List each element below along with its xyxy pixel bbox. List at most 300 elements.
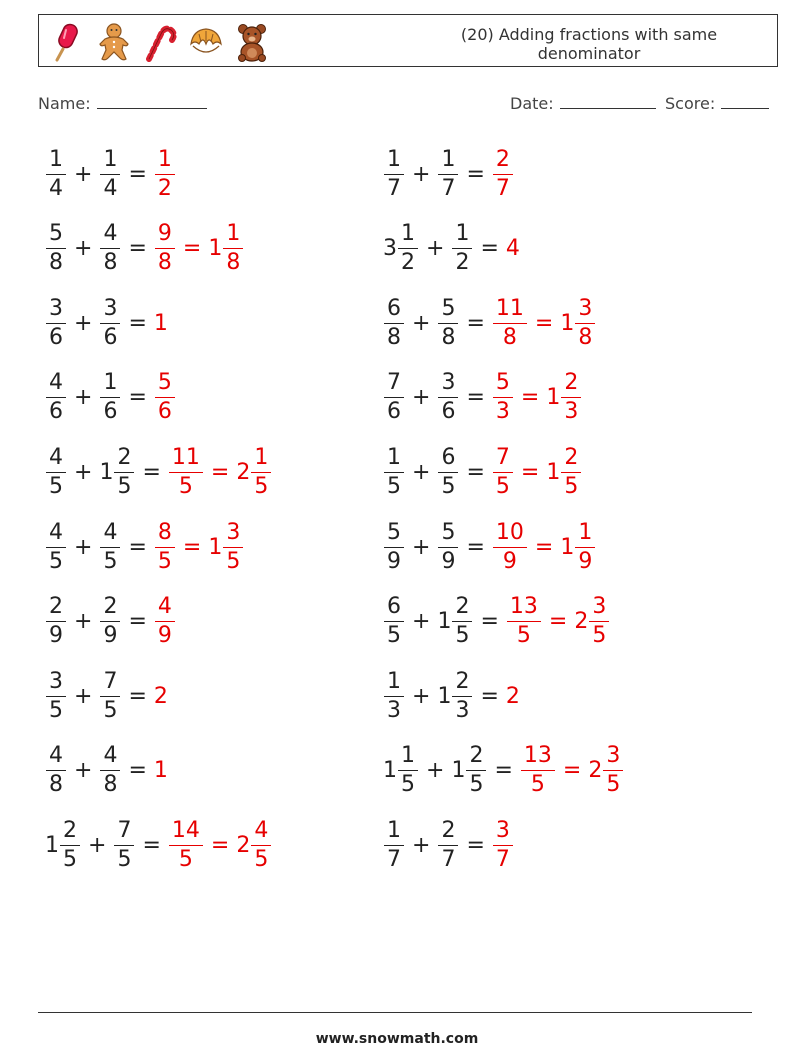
answer-value bbox=[492, 146, 514, 201]
answer-equals-sign: = bbox=[548, 609, 568, 635]
denominator: 5 bbox=[103, 548, 118, 574]
answer-value-fraction bbox=[223, 519, 243, 574]
denominator: 7 bbox=[495, 846, 510, 872]
plus-sign: + bbox=[412, 161, 431, 187]
fraction-bar bbox=[46, 248, 66, 249]
numerator: 7 bbox=[103, 668, 118, 694]
addend-b bbox=[437, 817, 459, 872]
numerator: 4 bbox=[49, 370, 63, 396]
fraction-bar bbox=[493, 547, 527, 548]
denominator: 8 bbox=[441, 324, 456, 350]
answer-value bbox=[236, 444, 272, 499]
problem-item bbox=[383, 515, 596, 579]
answer-value-whole: 1 bbox=[153, 310, 168, 336]
numerator: 13 bbox=[523, 743, 552, 769]
denominator: 7 bbox=[495, 175, 510, 201]
addend-a bbox=[383, 295, 405, 350]
score-label: Score: bbox=[665, 94, 716, 113]
addend-a bbox=[45, 223, 67, 274]
problem-item bbox=[383, 813, 514, 877]
numerator: 4 bbox=[49, 743, 63, 769]
answer-value bbox=[154, 596, 176, 647]
answer-value-whole: 1 bbox=[208, 534, 223, 560]
plus-sign: + bbox=[74, 385, 93, 411]
denominator: 5 bbox=[516, 623, 531, 649]
addend-a-fraction bbox=[46, 223, 66, 274]
numerator: 2 bbox=[455, 668, 470, 694]
equals-sign: = bbox=[480, 236, 499, 262]
addend-a bbox=[383, 519, 405, 574]
fraction-bar bbox=[384, 397, 404, 398]
fraction-bar bbox=[452, 621, 472, 622]
addend-a bbox=[45, 596, 67, 647]
numerator: 2 bbox=[564, 444, 579, 470]
denominator: 2 bbox=[157, 175, 172, 201]
denominator: 5 bbox=[254, 846, 269, 872]
addend-b bbox=[99, 372, 121, 423]
answer-value bbox=[546, 372, 582, 423]
answer-equals-sign: = bbox=[210, 832, 230, 858]
answer-value-fraction bbox=[251, 817, 271, 872]
fraction-bar bbox=[114, 472, 134, 473]
denominator: 5 bbox=[564, 473, 579, 499]
problem-item bbox=[45, 217, 244, 281]
numerator: 3 bbox=[592, 594, 607, 620]
equals-sign: = bbox=[480, 609, 499, 635]
addend-b-fraction bbox=[438, 295, 458, 350]
equals-sign: = bbox=[466, 385, 485, 411]
addend-a-whole: 1 bbox=[383, 758, 397, 784]
answer-value bbox=[506, 236, 520, 261]
problem-item bbox=[45, 291, 168, 355]
plus-sign: + bbox=[74, 609, 93, 635]
date-label: Date: bbox=[510, 94, 554, 113]
fraction-bar bbox=[46, 696, 66, 697]
numerator: 5 bbox=[157, 370, 172, 396]
numerator: 1 bbox=[387, 817, 401, 843]
numerator: 4 bbox=[157, 594, 172, 620]
equals-sign: = bbox=[466, 534, 485, 560]
answer-value-fraction bbox=[493, 372, 513, 423]
denominator: 8 bbox=[49, 772, 63, 798]
addend-b bbox=[437, 596, 473, 647]
denominator: 7 bbox=[387, 175, 401, 201]
answer-value bbox=[588, 745, 624, 796]
denominator: 5 bbox=[157, 548, 172, 574]
fraction-bar bbox=[169, 472, 203, 473]
addend-a-fraction bbox=[60, 817, 80, 872]
numerator: 5 bbox=[387, 519, 401, 545]
denominator: 6 bbox=[103, 324, 118, 350]
fraction-bar bbox=[493, 472, 513, 473]
equals-sign: = bbox=[128, 161, 147, 187]
answer-value-whole: 1 bbox=[560, 534, 575, 560]
answer bbox=[492, 146, 514, 201]
denominator: 5 bbox=[117, 473, 132, 499]
denominator: 5 bbox=[530, 772, 545, 798]
fraction-bar bbox=[60, 845, 80, 846]
addend-a-fraction bbox=[384, 668, 404, 723]
fraction-bar bbox=[100, 323, 120, 324]
addend-a-fraction bbox=[384, 519, 404, 574]
problem-item bbox=[45, 142, 176, 206]
fraction-bar bbox=[438, 174, 458, 175]
denominator: 8 bbox=[103, 772, 118, 798]
croissant-icon bbox=[187, 22, 225, 62]
addend-b bbox=[99, 223, 121, 274]
addend-b-fraction bbox=[438, 146, 458, 201]
denominator: 9 bbox=[157, 623, 172, 649]
denominator: 3 bbox=[564, 399, 579, 425]
numerator: 5 bbox=[495, 370, 510, 396]
addend-b bbox=[437, 146, 459, 201]
addend-b bbox=[451, 223, 473, 274]
denominator: 7 bbox=[441, 846, 456, 872]
fraction-bar bbox=[438, 397, 458, 398]
denominator: 5 bbox=[178, 473, 193, 499]
numerator: 1 bbox=[387, 668, 401, 694]
addend-b-fraction bbox=[114, 444, 134, 499]
answer-value bbox=[492, 444, 514, 499]
answer bbox=[154, 519, 244, 574]
plus-sign: + bbox=[412, 385, 431, 411]
fraction-bar bbox=[100, 621, 120, 622]
fraction-bar bbox=[452, 248, 472, 249]
candy-cane-icon bbox=[141, 22, 179, 62]
numerator: 3 bbox=[578, 295, 593, 321]
fraction-bar bbox=[100, 696, 120, 697]
addend-b-fraction bbox=[452, 223, 472, 274]
answer-equals-sign: = bbox=[562, 758, 582, 784]
answer-value bbox=[560, 295, 596, 350]
answer-value bbox=[168, 444, 204, 499]
addend-b bbox=[99, 596, 121, 647]
addend-a bbox=[383, 146, 405, 201]
answer-value bbox=[546, 444, 582, 499]
answer-value-whole: 2 bbox=[505, 683, 520, 709]
denominator: 5 bbox=[387, 623, 401, 649]
addend-a bbox=[45, 519, 67, 574]
answer-value bbox=[492, 372, 514, 423]
answer bbox=[492, 817, 514, 872]
plus-sign: + bbox=[412, 459, 431, 485]
denominator: 5 bbox=[592, 623, 607, 649]
numerator: 2 bbox=[103, 594, 118, 620]
popsicle-icon bbox=[49, 22, 87, 62]
addend-a bbox=[45, 146, 67, 201]
denominator: 8 bbox=[157, 250, 172, 276]
answer bbox=[492, 295, 596, 350]
answer-value-fraction bbox=[493, 444, 513, 499]
addend-a bbox=[383, 223, 419, 274]
denominator: 8 bbox=[103, 250, 118, 276]
addend-a-fraction bbox=[384, 295, 404, 350]
denominator: 6 bbox=[387, 399, 401, 425]
numerator: 10 bbox=[495, 519, 524, 545]
plus-sign: + bbox=[88, 832, 107, 858]
fraction-bar bbox=[114, 845, 134, 846]
numerator: 1 bbox=[103, 146, 118, 172]
plus-sign: + bbox=[74, 683, 93, 709]
plus-sign: + bbox=[412, 310, 431, 336]
numerator: 4 bbox=[103, 743, 118, 769]
addend-b bbox=[99, 668, 121, 723]
denominator: 3 bbox=[387, 697, 401, 723]
fraction-bar bbox=[100, 547, 120, 548]
answer bbox=[506, 684, 520, 709]
plus-sign: + bbox=[74, 459, 93, 485]
addend-b bbox=[113, 817, 135, 872]
equals-sign: = bbox=[128, 310, 147, 336]
addend-b-whole: 1 bbox=[451, 758, 466, 784]
answer-value-whole: 1 bbox=[153, 758, 168, 784]
fraction-bar bbox=[46, 770, 66, 771]
answer bbox=[520, 745, 624, 796]
numerator: 1 bbox=[387, 146, 401, 172]
fraction-bar bbox=[46, 174, 66, 175]
answer-value-whole: 2 bbox=[153, 683, 168, 709]
addend-a-fraction bbox=[398, 745, 418, 796]
date-blank[interactable] bbox=[560, 92, 656, 109]
gingerbread-man-icon bbox=[95, 22, 133, 62]
fraction-bar bbox=[466, 770, 486, 771]
answer bbox=[154, 758, 168, 783]
numerator: 7 bbox=[387, 370, 401, 396]
addend-b bbox=[437, 444, 459, 499]
addend-a-fraction bbox=[46, 372, 66, 423]
addend-b bbox=[99, 519, 121, 574]
addend-b bbox=[437, 372, 459, 423]
plus-sign: + bbox=[426, 758, 445, 784]
answer-value-fraction bbox=[493, 519, 527, 574]
numerator: 2 bbox=[117, 444, 132, 470]
denominator: 9 bbox=[441, 548, 456, 574]
addend-a-fraction bbox=[46, 295, 66, 350]
answer bbox=[154, 311, 168, 336]
score-blank[interactable] bbox=[721, 92, 769, 109]
addend-a-fraction bbox=[384, 372, 404, 423]
equals-sign: = bbox=[494, 758, 513, 784]
plus-sign: + bbox=[74, 236, 93, 262]
addend-b bbox=[99, 295, 121, 350]
numerator: 6 bbox=[387, 594, 401, 620]
answer-value-fraction bbox=[155, 519, 175, 574]
answer-value-fraction bbox=[575, 519, 595, 574]
numerator: 7 bbox=[495, 444, 510, 470]
addend-b-fraction bbox=[100, 519, 120, 574]
worksheet-header bbox=[38, 14, 778, 67]
fraction-bar bbox=[493, 174, 513, 175]
denominator: 5 bbox=[49, 697, 63, 723]
name-field[interactable] bbox=[38, 92, 207, 113]
addend-a-fraction bbox=[384, 444, 404, 499]
fraction-bar bbox=[384, 845, 404, 846]
numerator: 9 bbox=[157, 221, 172, 247]
fraction-bar bbox=[155, 547, 175, 548]
equals-sign: = bbox=[142, 459, 161, 485]
problem-item bbox=[45, 813, 272, 877]
numerator: 11 bbox=[495, 295, 524, 321]
denominator: 9 bbox=[578, 548, 593, 574]
fraction-bar bbox=[223, 547, 243, 548]
answer-value-fraction bbox=[603, 745, 623, 796]
answer-value-fraction bbox=[493, 295, 527, 350]
plus-sign: + bbox=[74, 310, 93, 336]
addend-b-fraction bbox=[114, 817, 134, 872]
answer-value bbox=[236, 817, 272, 872]
numerator: 6 bbox=[441, 444, 456, 470]
addend-b bbox=[437, 668, 473, 723]
fraction-bar bbox=[155, 174, 175, 175]
answer-value bbox=[492, 295, 528, 350]
denominator: 5 bbox=[606, 772, 621, 798]
header-icons bbox=[49, 22, 271, 62]
denominator: 8 bbox=[226, 250, 241, 276]
denominator: 2 bbox=[455, 250, 470, 276]
answer-value bbox=[520, 745, 556, 796]
denominator: 5 bbox=[178, 846, 193, 872]
fraction-bar bbox=[251, 472, 271, 473]
denominator: 9 bbox=[502, 548, 517, 574]
addend-b-fraction bbox=[100, 668, 120, 723]
addend-a-fraction bbox=[46, 668, 66, 723]
numerator: 1 bbox=[157, 146, 172, 172]
denominator: 7 bbox=[387, 846, 401, 872]
addend-a-fraction bbox=[46, 146, 66, 201]
answer-value bbox=[574, 596, 610, 647]
addend-b bbox=[99, 745, 121, 796]
answer bbox=[154, 596, 176, 647]
answer-value-whole: 4 bbox=[505, 236, 520, 262]
denominator: 8 bbox=[49, 250, 63, 276]
answer-value-fraction bbox=[169, 444, 203, 499]
answer-value bbox=[154, 758, 168, 783]
answer-value-fraction bbox=[155, 223, 175, 274]
problem-item bbox=[45, 515, 244, 579]
fraction-bar bbox=[384, 323, 404, 324]
addend-b-whole: 1 bbox=[99, 459, 114, 485]
denominator: 5 bbox=[117, 846, 132, 872]
answer-value bbox=[154, 223, 176, 274]
fraction-bar bbox=[438, 323, 458, 324]
numerator: 1 bbox=[226, 221, 241, 247]
equals-sign: = bbox=[466, 161, 485, 187]
addend-b-fraction bbox=[438, 519, 458, 574]
date-field[interactable] bbox=[510, 92, 656, 113]
fraction-bar bbox=[100, 174, 120, 175]
answer-value-fraction bbox=[507, 596, 541, 647]
fraction-bar bbox=[521, 770, 555, 771]
addend-b bbox=[437, 519, 459, 574]
addend-b-fraction bbox=[100, 223, 120, 274]
answer-value-fraction bbox=[223, 223, 243, 274]
score-field[interactable] bbox=[665, 92, 769, 113]
fraction-bar bbox=[169, 845, 203, 846]
answer-equals-sign: = bbox=[182, 236, 202, 262]
addend-a-fraction bbox=[384, 146, 404, 201]
numerator: 1 bbox=[254, 444, 269, 470]
numerator: 5 bbox=[441, 519, 456, 545]
addend-b-fraction bbox=[100, 596, 120, 647]
numerator: 8 bbox=[157, 519, 172, 545]
addend-b-fraction bbox=[438, 817, 458, 872]
answer-value-fraction bbox=[493, 817, 513, 872]
numerator: 1 bbox=[401, 743, 415, 769]
addend-b bbox=[99, 444, 135, 499]
answer-value-fraction bbox=[155, 372, 175, 423]
denominator: 5 bbox=[455, 623, 470, 649]
denominator: 8 bbox=[578, 324, 593, 350]
fraction-bar bbox=[493, 323, 527, 324]
denominator: 4 bbox=[49, 175, 63, 201]
fraction-bar bbox=[46, 621, 66, 622]
addend-a-fraction bbox=[46, 745, 66, 796]
fraction-bar bbox=[46, 547, 66, 548]
answer-value-whole: 2 bbox=[236, 459, 251, 485]
addend-a bbox=[383, 745, 419, 796]
answer-value bbox=[154, 372, 176, 423]
addend-a-fraction bbox=[46, 444, 66, 499]
denominator: 5 bbox=[49, 548, 63, 574]
addend-b-fraction bbox=[466, 745, 486, 796]
answer-value bbox=[154, 311, 168, 336]
denominator: 8 bbox=[502, 324, 517, 350]
addend-b bbox=[437, 295, 459, 350]
fraction-bar bbox=[384, 621, 404, 622]
denominator: 5 bbox=[63, 846, 77, 872]
answer-value bbox=[154, 146, 176, 201]
answer bbox=[492, 519, 596, 574]
answer-value bbox=[492, 519, 528, 574]
denominator: 5 bbox=[49, 473, 63, 499]
fraction-bar bbox=[384, 696, 404, 697]
fraction-bar bbox=[438, 472, 458, 473]
answer-value-whole: 2 bbox=[588, 758, 603, 784]
fraction-bar bbox=[46, 397, 66, 398]
addend-a-fraction bbox=[384, 817, 404, 872]
equals-sign: = bbox=[128, 683, 147, 709]
addend-b-fraction bbox=[100, 745, 120, 796]
addend-a-whole: 3 bbox=[383, 236, 397, 262]
numerator: 14 bbox=[171, 817, 200, 843]
plus-sign: + bbox=[412, 683, 431, 709]
answer-value bbox=[506, 684, 520, 709]
numerator: 2 bbox=[455, 594, 470, 620]
denominator: 6 bbox=[157, 399, 172, 425]
numerator: 1 bbox=[455, 221, 470, 247]
fraction-bar bbox=[438, 845, 458, 846]
fraction-bar bbox=[384, 547, 404, 548]
answer-equals-sign: = bbox=[210, 459, 230, 485]
numerator: 1 bbox=[103, 370, 118, 396]
denominator: 5 bbox=[226, 548, 241, 574]
plus-sign: + bbox=[74, 534, 93, 560]
numerator: 7 bbox=[117, 817, 132, 843]
fraction-bar bbox=[575, 547, 595, 548]
denominator: 9 bbox=[387, 548, 401, 574]
answer-value-fraction bbox=[493, 146, 513, 201]
fraction-bar bbox=[589, 621, 609, 622]
plus-sign: + bbox=[426, 236, 445, 262]
addend-a bbox=[383, 668, 405, 723]
answer bbox=[154, 223, 244, 274]
addend-a bbox=[383, 596, 405, 647]
name-blank[interactable] bbox=[97, 92, 207, 109]
answer-value-whole: 1 bbox=[208, 236, 223, 262]
numerator: 4 bbox=[103, 519, 118, 545]
problem-item bbox=[383, 217, 520, 281]
denominator: 8 bbox=[387, 324, 401, 350]
